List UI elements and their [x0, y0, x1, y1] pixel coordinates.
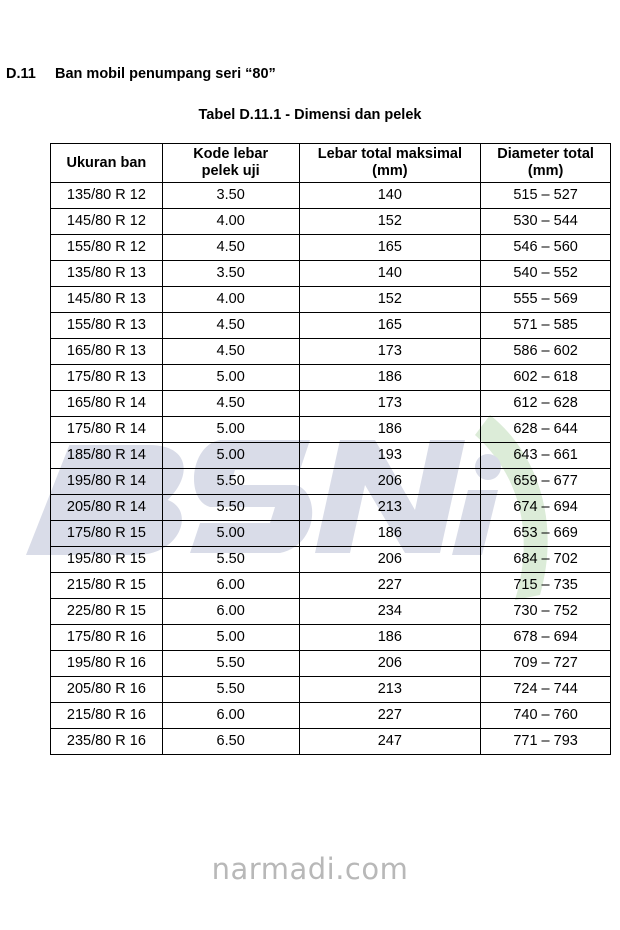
- header-line: Kode lebar: [193, 146, 269, 162]
- cell-rim-width-code: 4.50: [162, 313, 299, 339]
- cell-tire-size: 175/80 R 13: [51, 365, 163, 391]
- header-line: Lebar total maksimal: [317, 146, 462, 162]
- cell-total-diameter: 709 – 727: [481, 651, 611, 677]
- cell-rim-width-code: 5.50: [162, 495, 299, 521]
- table-row: [51, 625, 611, 651]
- cell-tire-size: 145/80 R 13: [51, 287, 163, 313]
- table-row: [51, 209, 611, 235]
- cell-max-total-width: 152: [299, 287, 481, 313]
- cell-total-diameter: 684 – 702: [481, 547, 611, 573]
- cell-max-total-width: 206: [299, 469, 481, 495]
- cell-rim-width-code: 3.50: [162, 183, 299, 209]
- cell-rim-width-code: 5.00: [162, 521, 299, 547]
- cell-tire-size: 195/80 R 15: [51, 547, 163, 573]
- table-row: [51, 417, 611, 443]
- cell-tire-size: 205/80 R 16: [51, 677, 163, 703]
- cell-tire-size: 195/80 R 16: [51, 651, 163, 677]
- table-row: [51, 261, 611, 287]
- cell-rim-width-code: 6.50: [162, 729, 299, 755]
- cell-total-diameter: 571 – 585: [481, 313, 611, 339]
- table-row: [51, 703, 611, 729]
- cell-max-total-width: 193: [299, 443, 481, 469]
- cell-max-total-width: 213: [299, 495, 481, 521]
- cell-tire-size: 175/80 R 15: [51, 521, 163, 547]
- cell-max-total-width: 165: [299, 235, 481, 261]
- cell-max-total-width: 186: [299, 417, 481, 443]
- cell-rim-width-code: 4.50: [162, 235, 299, 261]
- cell-total-diameter: 602 – 618: [481, 365, 611, 391]
- cell-tire-size: 145/80 R 12: [51, 209, 163, 235]
- cell-total-diameter: 678 – 694: [481, 625, 611, 651]
- header-total-diameter: [481, 144, 611, 183]
- cell-max-total-width: 213: [299, 677, 481, 703]
- cell-rim-width-code: 6.00: [162, 703, 299, 729]
- table-row: [51, 469, 611, 495]
- cell-max-total-width: 206: [299, 547, 481, 573]
- cell-tire-size: 175/80 R 16: [51, 625, 163, 651]
- cell-total-diameter: 724 – 744: [481, 677, 611, 703]
- cell-rim-width-code: 4.50: [162, 339, 299, 365]
- section-number: D.11: [6, 66, 36, 82]
- cell-tire-size: 225/80 R 15: [51, 599, 163, 625]
- header-max-total-width: [299, 144, 481, 183]
- cell-rim-width-code: 6.00: [162, 573, 299, 599]
- table-row: [51, 547, 611, 573]
- cell-total-diameter: 612 – 628: [481, 391, 611, 417]
- cell-rim-width-code: 5.50: [162, 547, 299, 573]
- table-row: [51, 677, 611, 703]
- cell-max-total-width: 173: [299, 391, 481, 417]
- table-row: [51, 651, 611, 677]
- header-line: Ukuran ban: [66, 154, 147, 171]
- cell-tire-size: 155/80 R 12: [51, 235, 163, 261]
- table-row: [51, 391, 611, 417]
- cell-total-diameter: 540 – 552: [481, 261, 611, 287]
- table-row: [51, 183, 611, 209]
- cell-tire-size: 135/80 R 12: [51, 183, 163, 209]
- table-caption: Tabel D.11.1 - Dimensi dan pelek: [198, 107, 422, 123]
- cell-rim-width-code: 4.00: [162, 209, 299, 235]
- cell-tire-size: 175/80 R 14: [51, 417, 163, 443]
- header-tire-size: [51, 144, 163, 183]
- cell-rim-width-code: 3.50: [162, 261, 299, 287]
- cell-max-total-width: 227: [299, 573, 481, 599]
- table-header-row: [51, 144, 611, 183]
- cell-rim-width-code: 4.00: [162, 287, 299, 313]
- cell-tire-size: 185/80 R 14: [51, 443, 163, 469]
- cell-total-diameter: 771 – 793: [481, 729, 611, 755]
- cell-total-diameter: 740 – 760: [481, 703, 611, 729]
- header-line: Diameter total: [497, 146, 594, 162]
- cell-total-diameter: 643 – 661: [481, 443, 611, 469]
- tire-dimensions-table: [50, 143, 611, 755]
- cell-tire-size: 195/80 R 14: [51, 469, 163, 495]
- cell-rim-width-code: 5.50: [162, 651, 299, 677]
- cell-rim-width-code: 5.00: [162, 625, 299, 651]
- table-row: [51, 573, 611, 599]
- cell-total-diameter: 586 – 602: [481, 339, 611, 365]
- cell-total-diameter: 730 – 752: [481, 599, 611, 625]
- table-row: [51, 287, 611, 313]
- cell-total-diameter: 653 – 669: [481, 521, 611, 547]
- cell-max-total-width: 234: [299, 599, 481, 625]
- table-row: [51, 599, 611, 625]
- cell-max-total-width: 140: [299, 261, 481, 287]
- cell-tire-size: 235/80 R 16: [51, 729, 163, 755]
- header-line: (mm): [527, 163, 564, 179]
- cell-tire-size: 155/80 R 13: [51, 313, 163, 339]
- table-row: [51, 521, 611, 547]
- cell-total-diameter: 628 – 644: [481, 417, 611, 443]
- cell-rim-width-code: 4.50: [162, 391, 299, 417]
- cell-max-total-width: 186: [299, 365, 481, 391]
- cell-total-diameter: 530 – 544: [481, 209, 611, 235]
- cell-tire-size: 215/80 R 16: [51, 703, 163, 729]
- cell-rim-width-code: 5.00: [162, 443, 299, 469]
- section-heading: [6, 66, 276, 82]
- table-row: [51, 443, 611, 469]
- cell-rim-width-code: 6.00: [162, 599, 299, 625]
- cell-rim-width-code: 5.00: [162, 365, 299, 391]
- cell-rim-width-code: 5.50: [162, 677, 299, 703]
- header-line: pelek uji: [201, 163, 260, 179]
- table-row: [51, 495, 611, 521]
- cell-total-diameter: 659 – 677: [481, 469, 611, 495]
- cell-total-diameter: 515 – 527: [481, 183, 611, 209]
- cell-max-total-width: 165: [299, 313, 481, 339]
- cell-total-diameter: 715 – 735: [481, 573, 611, 599]
- cell-tire-size: 205/80 R 14: [51, 495, 163, 521]
- cell-tire-size: 165/80 R 13: [51, 339, 163, 365]
- cell-total-diameter: 555 – 569: [481, 287, 611, 313]
- section-title: Ban mobil penumpang seri “80”: [55, 66, 276, 82]
- table-row: [51, 313, 611, 339]
- table-row: [51, 365, 611, 391]
- cell-max-total-width: 140: [299, 183, 481, 209]
- cell-tire-size: 135/80 R 13: [51, 261, 163, 287]
- cell-max-total-width: 247: [299, 729, 481, 755]
- cell-rim-width-code: 5.50: [162, 469, 299, 495]
- header-rim-width-code: [162, 144, 299, 183]
- cell-total-diameter: 546 – 560: [481, 235, 611, 261]
- table-row: [51, 235, 611, 261]
- cell-rim-width-code: 5.00: [162, 417, 299, 443]
- cell-max-total-width: 186: [299, 625, 481, 651]
- cell-tire-size: 165/80 R 14: [51, 391, 163, 417]
- header-line: (mm): [372, 163, 408, 179]
- table-row: [51, 729, 611, 755]
- cell-tire-size: 215/80 R 15: [51, 573, 163, 599]
- cell-max-total-width: 186: [299, 521, 481, 547]
- cell-max-total-width: 206: [299, 651, 481, 677]
- cell-max-total-width: 152: [299, 209, 481, 235]
- cell-max-total-width: 227: [299, 703, 481, 729]
- cell-total-diameter: 674 – 694: [481, 495, 611, 521]
- cell-max-total-width: 173: [299, 339, 481, 365]
- footer-watermark-text: narmadi.com: [211, 852, 409, 886]
- table-row: [51, 339, 611, 365]
